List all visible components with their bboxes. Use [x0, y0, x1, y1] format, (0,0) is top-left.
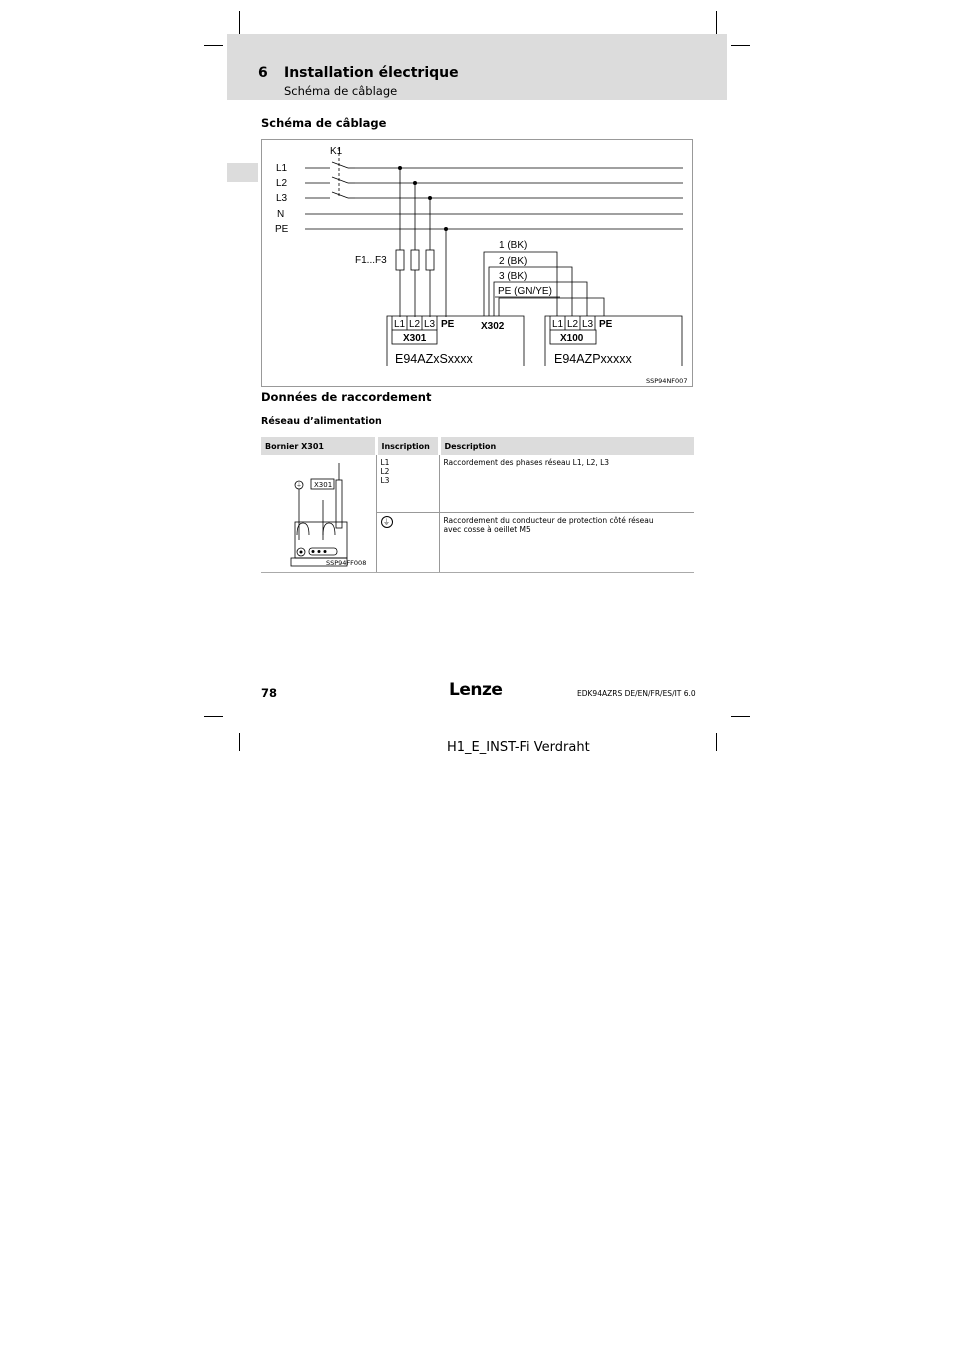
line-label-n: N: [277, 209, 285, 220]
wire-label-2: 2 (BK): [499, 256, 528, 267]
device2-connector-label: X100: [560, 333, 584, 344]
table-header-cell: Bornier X301: [261, 437, 376, 455]
network-heading: Réseau d’alimentation: [261, 416, 382, 427]
terminal-block-illustration: [261, 455, 375, 570]
chapter-number: 6: [258, 65, 268, 81]
terminal-table: [261, 437, 694, 572]
crop-mark: [239, 733, 240, 751]
terminal-image-cell: [261, 455, 376, 572]
description-line: avec cosse à oeillet M5: [443, 524, 531, 534]
table-header-cell: Inscription: [376, 437, 439, 455]
description-cell: [439, 512, 694, 572]
device1-connector-label: X301: [403, 333, 427, 344]
crop-mark: [716, 11, 717, 34]
footer-label: H1_E_INST-Fi Verdraht: [447, 740, 590, 755]
connection-data-heading: Données de raccordement: [261, 390, 432, 404]
inscription-cell: [376, 512, 439, 572]
page-number: 78: [261, 686, 278, 700]
device2-model: E94AZPxxxxx: [554, 352, 632, 366]
table-header-cell: Description: [439, 437, 694, 455]
crop-mark: [239, 11, 240, 34]
wire-label-1: 1 (BK): [499, 240, 528, 251]
lenze-logo: Lenze: [449, 680, 503, 700]
line-label-l1: L1: [276, 163, 288, 174]
device1-terminal-l1: L1: [394, 319, 406, 330]
table-bottom-rule: [261, 572, 694, 573]
inscription-cell: [376, 455, 439, 512]
side-tab: [227, 163, 258, 182]
description-cell: Raccordement des phases réseau L1, L2, L3: [439, 455, 694, 512]
device2-terminal-pe: PE: [599, 319, 613, 330]
crop-mark: [204, 45, 223, 46]
chapter-title: Installation électrique: [284, 65, 459, 81]
figure-ref: SSP94NF007: [646, 377, 688, 385]
doc-reference: EDK94AZRS DE/EN/FR/ES/IT 6.0: [577, 689, 696, 698]
inscription-l1: L1: [380, 458, 390, 467]
earth-ground-icon: ⏚: [295, 482, 303, 489]
table-header-row: [261, 437, 694, 455]
device1-terminal-l2: L2: [409, 319, 421, 330]
wiring-diagram-svg: [262, 140, 694, 388]
crop-mark: [731, 45, 750, 46]
crop-mark: [731, 716, 750, 717]
wiring-diagram: [261, 139, 693, 387]
wire-label-pe: PE (GN/YE): [498, 286, 552, 297]
table-row: [261, 455, 694, 512]
device1-terminal-l3: L3: [424, 319, 436, 330]
description-line: Raccordement du conducteur de protection côté réseau: [443, 515, 654, 525]
inscription-l3: L3: [380, 476, 390, 485]
device2-terminal-l2: L2: [567, 319, 579, 330]
line-label-pe: PE: [275, 224, 289, 235]
line-label-l2: L2: [276, 178, 288, 189]
image-label-x301: X301: [314, 481, 333, 489]
device1-extra-connector-label: X302: [481, 321, 505, 332]
section-heading: Schéma de câblage: [261, 116, 387, 130]
line-label-l3: L3: [276, 193, 288, 204]
inscription-l2: L2: [380, 467, 390, 476]
crop-mark: [204, 716, 223, 717]
fuse-label: F1...F3: [355, 255, 387, 266]
wire-label-3: 3 (BK): [499, 271, 528, 282]
chapter-subtitle: Schéma de câblage: [284, 84, 398, 98]
device1-model: E94AZxSxxxx: [395, 352, 473, 366]
image-ref: SSP94FF008: [326, 559, 367, 567]
device1-terminal-pe: PE: [441, 319, 455, 330]
crop-mark: [716, 733, 717, 751]
device2-terminal-l3: L3: [582, 319, 594, 330]
contactor-label: K1: [330, 146, 343, 157]
device2-terminal-l1: L1: [552, 319, 564, 330]
earth-ground-icon: ⏚: [381, 516, 393, 528]
